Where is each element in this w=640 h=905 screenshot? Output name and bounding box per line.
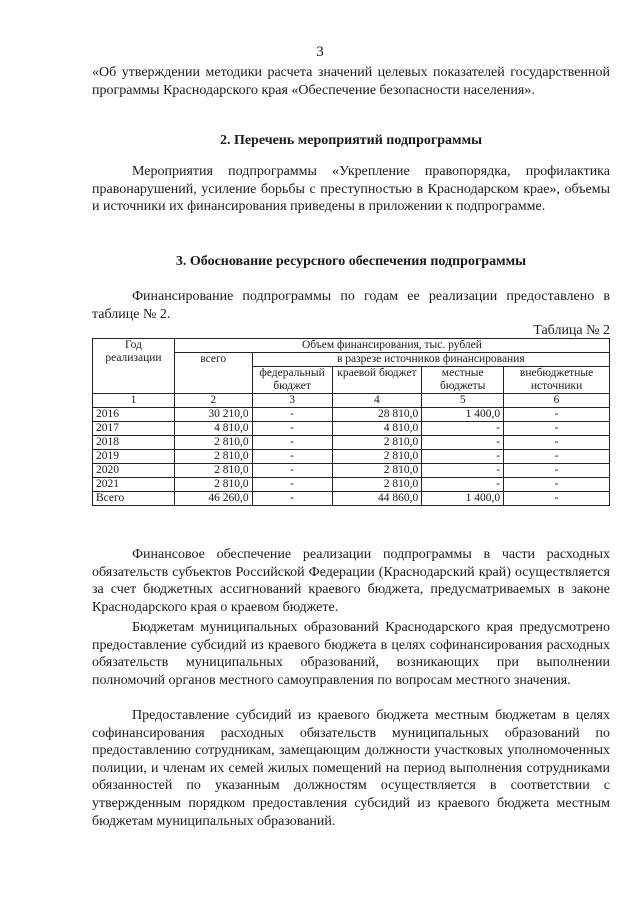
table-row	[93, 422, 610, 436]
table-row	[93, 436, 610, 450]
colnum-cell: 6	[504, 394, 610, 408]
table-cell-year: 2020	[93, 464, 175, 478]
table-cell-federal: -	[252, 478, 332, 492]
financing-table	[92, 338, 610, 506]
header-local: местные бюджеты	[422, 367, 504, 394]
table-row	[93, 492, 610, 506]
colnum-cell: 5	[422, 394, 504, 408]
table-cell-total: 2 810,0	[174, 450, 252, 464]
table-cell-federal: -	[252, 436, 332, 450]
table-cell-regional: 44 860,0	[332, 492, 422, 506]
section3-heading: 3. Обоснование ресурсного обеспечения подпрограммы	[175, 254, 527, 269]
table-body	[93, 408, 610, 506]
table-cell-extra: -	[504, 436, 610, 450]
table-cell-local: -	[422, 478, 504, 492]
section3-text: Финансирование подпрограммы по годам ее реализации предоставлено в таблице № 2.	[92, 289, 610, 322]
table-cell-year: 2021	[93, 478, 175, 492]
page-number: 3	[316, 44, 324, 60]
table-row	[93, 450, 610, 464]
header-total: всего	[174, 353, 252, 394]
table-cell-extra: -	[504, 478, 610, 492]
table-cell-federal: -	[252, 422, 332, 436]
table-cell-total: 2 810,0	[174, 478, 252, 492]
table-cell-regional: 2 810,0	[332, 478, 422, 492]
header-federal: федеральный бюджет	[252, 367, 332, 394]
table-cell-extra: -	[504, 422, 610, 436]
table-header-row-1	[93, 339, 610, 353]
table-cell-federal: -	[252, 464, 332, 478]
header-volume: Объем финансирования, тыс. рублей	[174, 339, 609, 353]
table-cell-year: 2018	[93, 436, 175, 450]
table-cell-extra: -	[504, 492, 610, 506]
table-cell-total: 2 810,0	[174, 464, 252, 478]
table-cell-year: 2019	[93, 450, 175, 464]
section2-text: Мероприятия подпрограммы «Укрепление правопорядка, профилактика правонарушений, усиление борьбы с преступностью в Краснодарском крае», объемы и источники их финансирования приведены в приложении к подпрограмме.	[92, 164, 610, 215]
table-cell-regional: 2 810,0	[332, 450, 422, 464]
header-extra: внебюджетные источники	[504, 367, 610, 394]
table-cell-year: 2016	[93, 408, 175, 422]
table-caption: Таблица № 2	[533, 323, 610, 338]
intro-text: «Об утверждении методики расчета значений целевых показателей государственной программы Краснодарского края «Обеспечение безопасности населения».	[92, 65, 610, 98]
table-cell-year: Всего	[93, 492, 175, 506]
colnum-cell: 3	[252, 394, 332, 408]
paragraph-3: Предоставление субсидий из краевого бюджета местным бюджетам в целях софинансирования расходных обязательств муниципальных образований по предоставлению сотрудникам, замещающим должности участковых уполномоченных полиции, и членам их семей жилых помещений на период выполнения сотрудниками обязанностей по указанным должностям осуществляется в соответствии с утвержденным порядком предоставления субсидий из краевого бюджета местным бюджетам муниципальных образований.	[92, 708, 610, 829]
paragraph-2: Бюджетам муниципальных образований Краснодарского края предусмотрено предоставление субсидий из краевого бюджета в целях софинансирования расходных обязательств муниципальных образований, возникающих при выполнении полномочий органов местного самоуправления по вопросам местного значения.	[92, 620, 610, 688]
table-cell-regional: 2 810,0	[332, 436, 422, 450]
table-cell-extra: -	[504, 450, 610, 464]
header-regional: краевой бюджет	[332, 367, 422, 394]
table-row	[93, 408, 610, 422]
table-cell-regional: 2 810,0	[332, 464, 422, 478]
header-by-source: в разрезе источников финансирования	[252, 353, 609, 367]
header-year: Год реализации	[93, 339, 175, 394]
table-cell-local: -	[422, 422, 504, 436]
table-cell-local: -	[422, 464, 504, 478]
table-cell-local: 1 400,0	[422, 492, 504, 506]
colnum-cell: 4	[332, 394, 422, 408]
colnum-cell: 2	[174, 394, 252, 408]
table-cell-extra: -	[504, 408, 610, 422]
paragraph-1: Финансовое обеспечение реализации подпрограммы в части расходных обязательств субъектов Российской Федерации (Краснодарский край) осуществляется за счет бюджетных ассигнований краевого бюджета, предусматриваемых в законе Краснодарского края о краевом бюджете.	[92, 547, 610, 615]
table-cell-federal: -	[252, 492, 332, 506]
table-cell-total: 2 810,0	[174, 436, 252, 450]
table-cell-local: -	[422, 450, 504, 464]
colnum-cell: 1	[93, 394, 175, 408]
table-row	[93, 478, 610, 492]
table-cell-total: 46 260,0	[174, 492, 252, 506]
table-cell-extra: -	[504, 464, 610, 478]
table-cell-local: -	[422, 436, 504, 450]
table-cell-federal: -	[252, 450, 332, 464]
table-cell-regional: 4 810,0	[332, 422, 422, 436]
table-cell-total: 4 810,0	[174, 422, 252, 436]
table-cell-local: 1 400,0	[422, 408, 504, 422]
table-cell-regional: 28 810,0	[332, 408, 422, 422]
table-cell-year: 2017	[93, 422, 175, 436]
section2-heading: 2. Перечень мероприятий подпрограммы	[219, 133, 483, 148]
table-row	[93, 464, 610, 478]
table-cell-federal: -	[252, 408, 332, 422]
table-colnum-row	[93, 394, 610, 408]
table-cell-total: 30 210,0	[174, 408, 252, 422]
